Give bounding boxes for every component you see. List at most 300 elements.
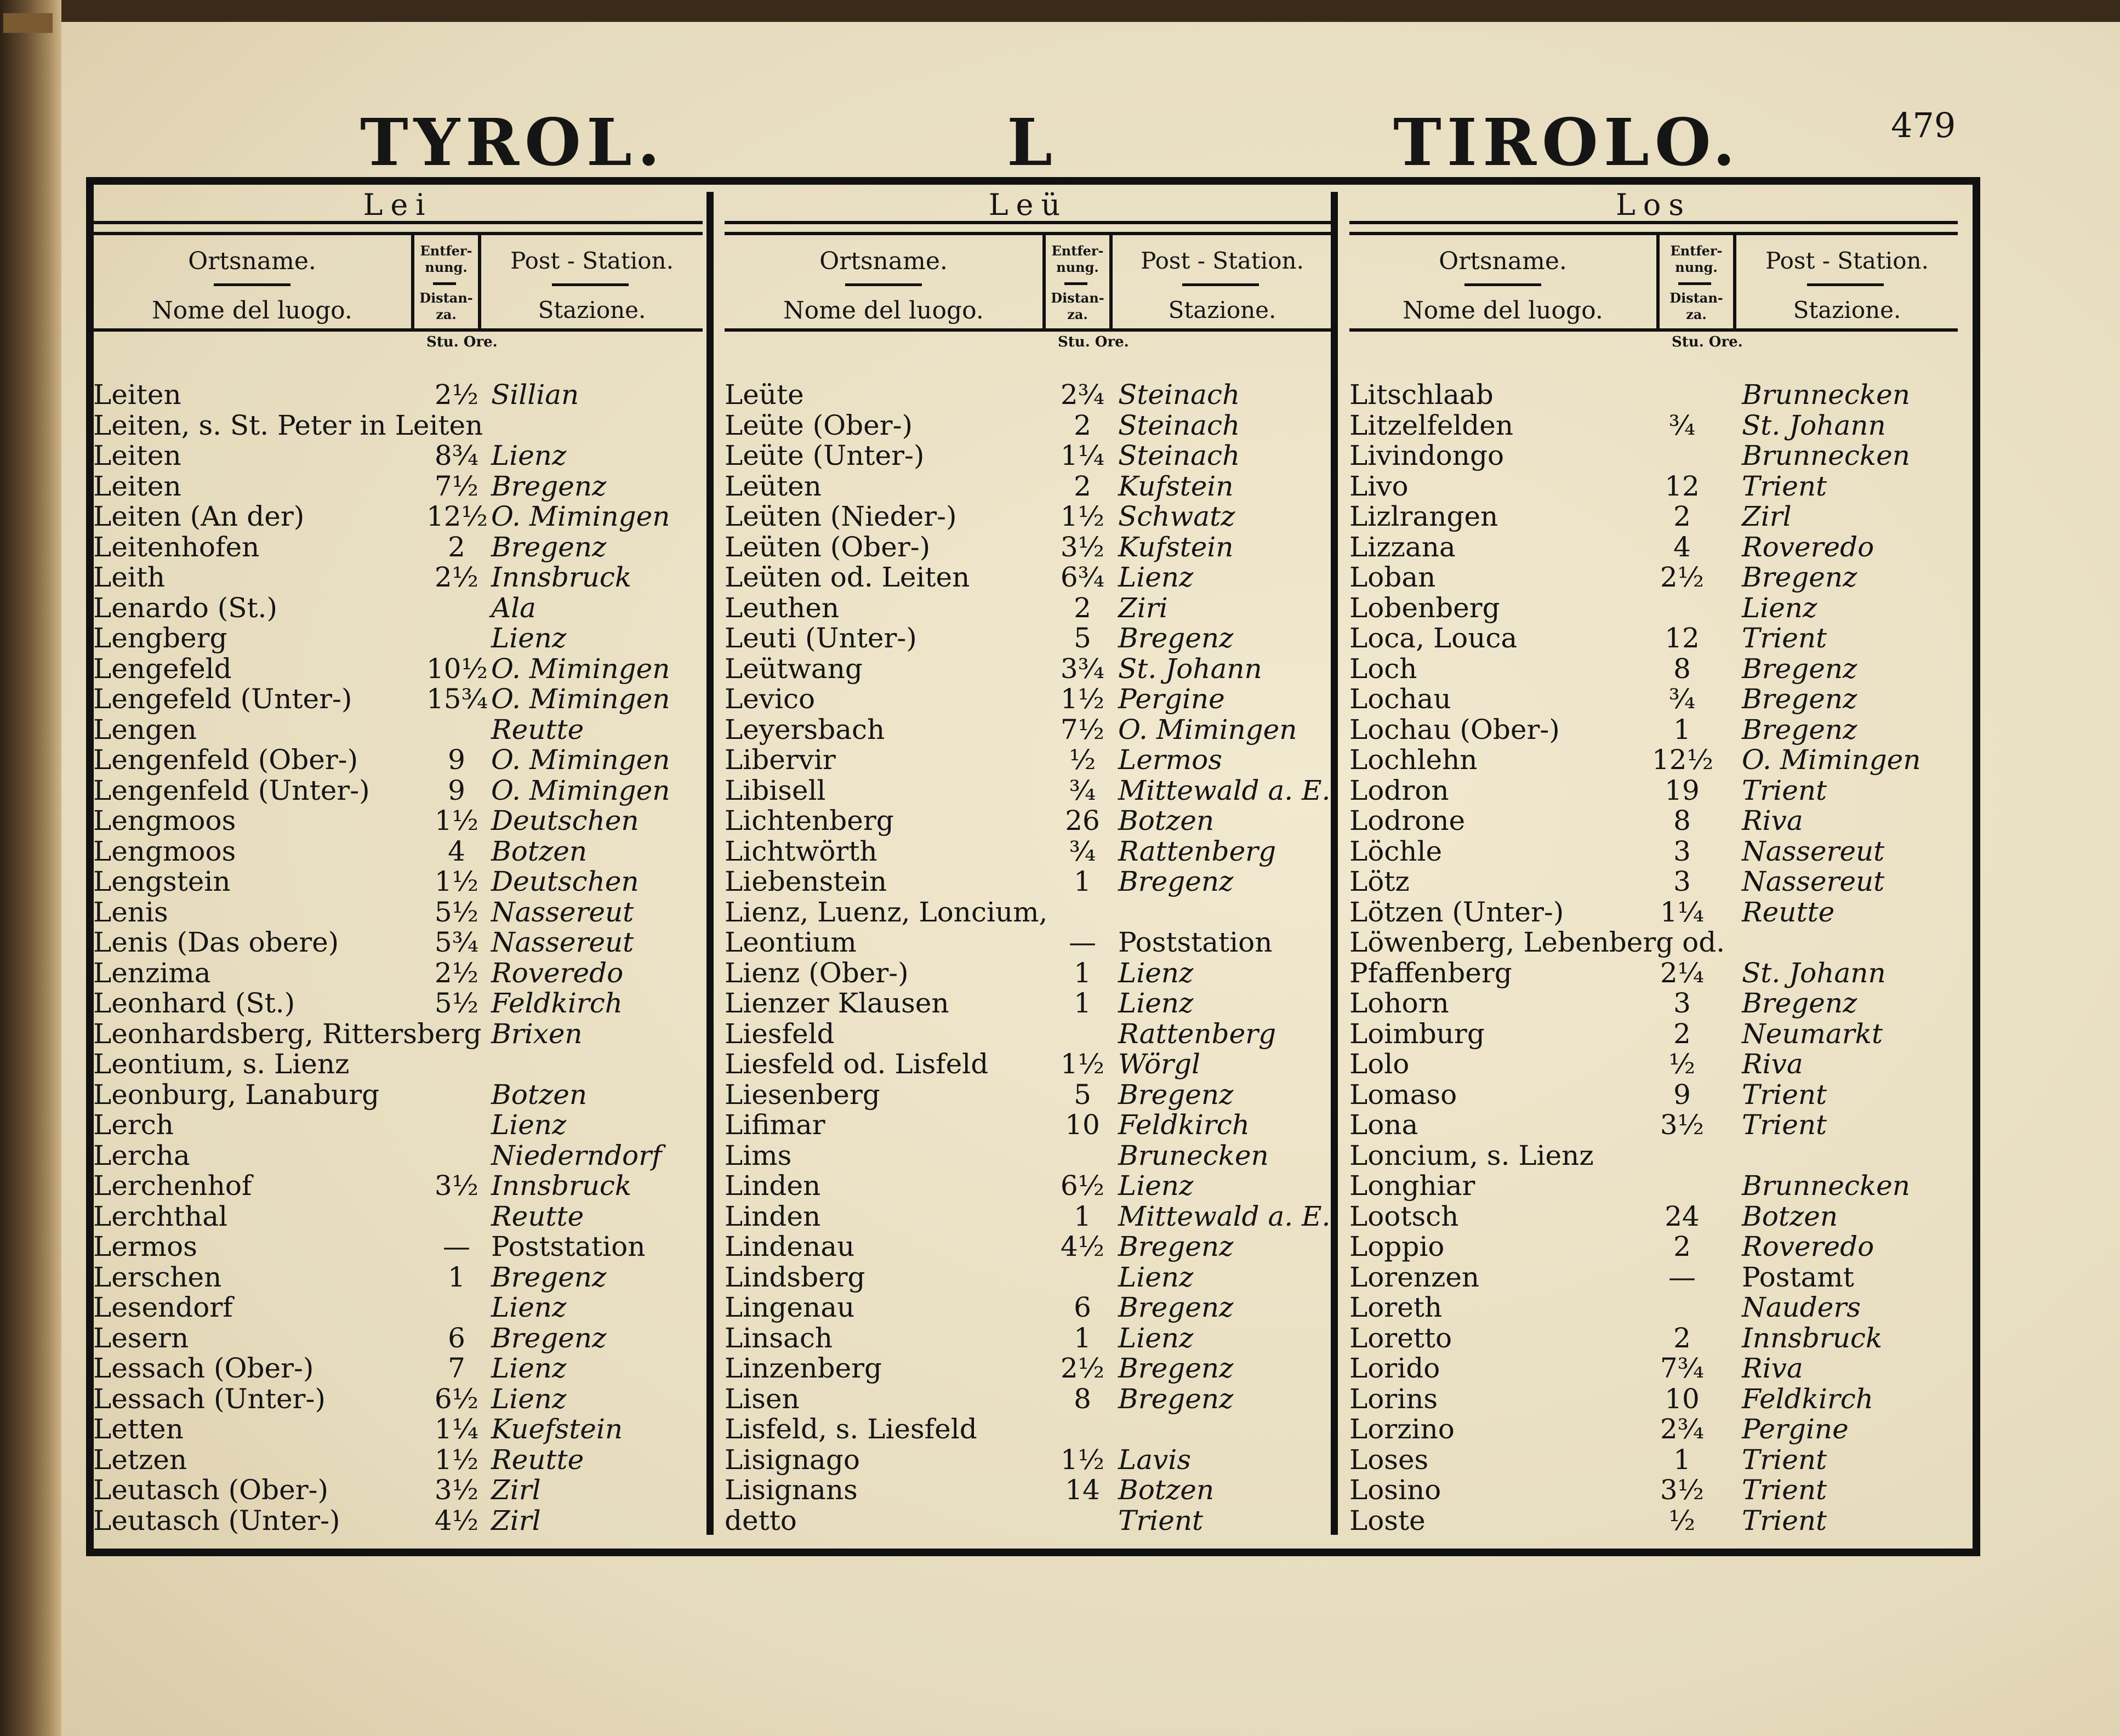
place-name: Lomaso: [1349, 1078, 1457, 1111]
place-name: Loste: [1349, 1504, 1426, 1536]
distance-value: 1½: [1060, 1048, 1105, 1080]
table-row: [93, 958, 703, 989]
table-row: [1349, 806, 1958, 836]
post-station: O. Mimingen: [491, 500, 670, 532]
place-name: Lesern: [93, 1322, 189, 1354]
post-station: Roveredo: [491, 957, 624, 989]
table-row: [93, 1506, 703, 1536]
distance-value: 14: [1065, 1474, 1100, 1506]
post-station: Bregenz: [1118, 1078, 1234, 1111]
distance-value: 1: [1673, 1443, 1691, 1476]
post-station: Innsbruck: [491, 1170, 632, 1202]
table-row: [1349, 562, 1958, 593]
distance-value: 2: [1074, 591, 1091, 624]
table-row: [93, 502, 703, 532]
distance-value: ½: [1668, 1504, 1696, 1536]
post-station: Deutschen: [491, 805, 639, 836]
post-station: Botzen: [1742, 1200, 1838, 1232]
post-station: Bregenz: [491, 1261, 607, 1293]
post-station: Wörgl: [1118, 1048, 1200, 1080]
table-row: [1349, 623, 1958, 654]
place-name: Lindsberg: [725, 1261, 865, 1293]
post-station: Bregenz: [1118, 622, 1234, 654]
post-station: Lavis: [1118, 1443, 1191, 1476]
place-name: Loimburg: [1349, 1017, 1485, 1050]
place-name: Lizlrangen: [1349, 500, 1498, 532]
post-station: St. Johann: [1118, 652, 1262, 685]
distance-value: 2¾: [1660, 1413, 1705, 1445]
table-row: [725, 1049, 1332, 1080]
table-row: [725, 776, 1332, 806]
distance-value: 15¾: [426, 683, 488, 715]
post-station: Bregenz: [1742, 987, 1857, 1019]
column-1: [93, 189, 703, 1535]
table-row: [1349, 1110, 1958, 1141]
post-station: Trient: [1742, 1474, 1827, 1506]
table-row: [1349, 867, 1958, 897]
table-row: [93, 988, 703, 1019]
range-heading: Los: [1349, 189, 1958, 224]
table-row: [1349, 1445, 1958, 1476]
place-name: Liebenstein: [725, 866, 887, 897]
place-name: Lochau: [1349, 683, 1451, 715]
table-row: [93, 684, 703, 715]
table-row: [725, 471, 1332, 502]
table-row: [1349, 988, 1958, 1019]
distance-value: 2: [1673, 1322, 1691, 1354]
distance-value: 1: [1074, 987, 1091, 1019]
table-row: [93, 1049, 703, 1080]
place-label-de: Ortsname.: [819, 247, 948, 275]
place-name: Pfaffenberg: [1349, 957, 1512, 989]
table-row: [93, 380, 703, 411]
place-name: Lifimar: [725, 1109, 825, 1141]
station-label-it: Stazione.: [1793, 297, 1901, 323]
distance-value: 1½: [1060, 500, 1105, 532]
post-station: St. Johann: [1742, 409, 1886, 441]
place-name: Lengen: [93, 713, 197, 745]
post-station: Botzen: [491, 1078, 588, 1111]
place-name: Lobenberg: [1349, 591, 1500, 624]
place-name: Lenis: [93, 896, 168, 928]
place-name: Lerchthal: [93, 1200, 227, 1232]
place-name: Lodrone: [1349, 805, 1466, 836]
post-station: Schwatz: [1118, 500, 1235, 532]
place-name: Löwenberg, Lebenberg od.: [1349, 926, 1725, 958]
table-row: [93, 897, 703, 928]
post-station: Botzen: [491, 835, 588, 867]
post-station: Bregenz: [1118, 1231, 1234, 1262]
post-station: Kuefstein: [491, 1413, 623, 1445]
header-underline: [1064, 282, 1087, 285]
post-station: Trient: [1742, 1443, 1827, 1476]
post-station: O. Mimingen: [491, 652, 670, 685]
place-name: Leüte (Unter-): [725, 440, 925, 471]
post-station: Ala: [491, 591, 536, 624]
header-underline: [1464, 283, 1541, 286]
table-row: [725, 411, 1332, 441]
post-station: Roveredo: [1742, 531, 1874, 563]
distance-value: 1: [1673, 713, 1691, 745]
place-name: Leüten od. Leiten: [725, 561, 970, 593]
place-name: Longhiar: [1349, 1170, 1475, 1202]
table-row: [1349, 745, 1958, 776]
table-row: [1349, 927, 1958, 958]
place-name: Leüten (Nieder-): [725, 500, 957, 532]
place-name: Lisignans: [725, 1474, 858, 1506]
distance-value: 2: [1673, 1017, 1691, 1050]
place-name: Lisignago: [725, 1443, 860, 1476]
place-name: Lohorn: [1349, 987, 1449, 1019]
distance-value: 10: [1665, 1382, 1700, 1415]
post-station: Bregenz: [1118, 1352, 1234, 1384]
distance-value: ½: [1668, 1048, 1696, 1080]
place-name: Lengenfeld (Ober-): [93, 744, 358, 776]
post-station: Kufstein: [1118, 531, 1234, 563]
post-station: Kufstein: [1118, 470, 1234, 502]
table-row: [93, 1262, 703, 1293]
table-row: [725, 502, 1332, 532]
table-row: [1349, 1049, 1958, 1080]
post-station: Postamt: [1742, 1261, 1854, 1293]
place-label-it: Nome del luogo.: [1403, 297, 1603, 325]
table-row: [725, 958, 1332, 989]
place-name: Lengmoos: [93, 835, 236, 867]
entry-list: [725, 380, 1332, 1536]
table-row: [93, 654, 703, 685]
distance-value: 5¾: [434, 926, 479, 958]
distance-value: 2½: [1060, 1352, 1105, 1384]
place-name: Lolo: [1349, 1048, 1410, 1080]
place-name: Lengmoos: [93, 805, 236, 836]
table-row: [93, 623, 703, 654]
distance-label-de: Entfer- nung.: [1670, 243, 1723, 275]
post-station: Trient: [1742, 470, 1827, 502]
post-station: Trient: [1742, 1078, 1827, 1111]
distance-value: 7¾: [1660, 1352, 1705, 1384]
distance-value: 1½: [1060, 683, 1105, 715]
distance-value: 12½: [1652, 744, 1714, 776]
table-row: [1349, 1353, 1958, 1384]
section-letter: L: [1007, 104, 1058, 180]
post-station: Bregenz: [491, 1322, 607, 1354]
table-row: [93, 593, 703, 624]
table-row: [725, 380, 1332, 411]
table-row: [1349, 1262, 1958, 1293]
table-row: [1349, 502, 1958, 532]
post-station: Bregenz: [491, 470, 607, 502]
post-station: Botzen: [1118, 1474, 1215, 1506]
place-name: detto: [725, 1504, 797, 1536]
place-name: Lessach (Unter-): [93, 1382, 326, 1415]
post-station: Nauders: [1742, 1291, 1861, 1323]
table-row: [93, 1019, 703, 1050]
post-station: Bregenz: [1118, 866, 1234, 897]
column-header: [725, 232, 1332, 332]
distance-value: 3½: [1060, 531, 1105, 563]
distance-label-de: Entfer- nung.: [1051, 243, 1104, 275]
table-row: [725, 562, 1332, 593]
table-row: [1349, 958, 1958, 989]
place-name: Lorzino: [1349, 1413, 1455, 1445]
station-label-de: Post - Station.: [1141, 247, 1304, 274]
distance-value: 3½: [1660, 1474, 1705, 1506]
post-station: Lienz: [491, 1382, 567, 1415]
place-name: Leonburg, Lanaburg: [93, 1078, 380, 1111]
table-row: [93, 1110, 703, 1141]
distance-value: 6¾: [1060, 561, 1105, 593]
distance-value: 4½: [434, 1504, 479, 1536]
post-station: Bregenz: [491, 531, 607, 563]
table-row: [1349, 1202, 1958, 1232]
post-station: Brunnecken: [1742, 1170, 1910, 1202]
distance-value: 2½: [1660, 561, 1705, 593]
distance-value: 1: [1074, 1200, 1091, 1232]
distance-value: 1½: [434, 805, 479, 836]
entry-list: [1349, 380, 1958, 1536]
place-name: Lisfeld, s. Liesfeld: [725, 1413, 977, 1445]
table-row: [1349, 1506, 1958, 1536]
place-label-it: Nome del luogo.: [152, 297, 352, 325]
place-name: Leiten, s. St. Peter in Leiten: [93, 409, 483, 441]
place-name: Leütwang: [725, 652, 863, 685]
post-station: Brunecken: [1118, 1139, 1269, 1171]
post-station: Rattenberg: [1118, 835, 1276, 867]
place-name: Liesfeld od. Lisfeld: [725, 1048, 989, 1080]
table-row: [725, 1475, 1332, 1506]
table-row: [1349, 593, 1958, 624]
distance-value: 1½: [434, 866, 479, 897]
post-station: Zirl: [491, 1474, 541, 1506]
post-station: Deutschen: [491, 866, 639, 897]
post-station: Sillian: [491, 379, 579, 411]
place-name: Leiten: [93, 379, 181, 411]
place-name: Loretto: [1349, 1322, 1452, 1354]
distance-value: 1: [1074, 957, 1091, 989]
post-station: Reutte: [491, 713, 584, 745]
binding-label: [3, 13, 53, 33]
place-name: Lorins: [1349, 1382, 1438, 1415]
distance-value: 2: [1074, 409, 1091, 441]
post-station: Lienz: [1118, 957, 1194, 989]
unit-label: Stu. Ore.: [426, 334, 498, 350]
post-station: Lienz: [491, 1291, 567, 1323]
place-name: Litzelfelden: [1349, 409, 1514, 441]
post-station: Riva: [1742, 1048, 1803, 1080]
place-name: Lingenau: [725, 1291, 855, 1323]
post-station: Lienz: [491, 1352, 567, 1384]
title-left: TYROL.: [360, 104, 665, 180]
table-row: [1349, 1019, 1958, 1050]
header-underline: [845, 283, 922, 286]
post-station: Reutte: [491, 1443, 584, 1476]
post-station: Mittewald a. E.: [1118, 1200, 1331, 1232]
post-station: Lermos: [1118, 744, 1222, 776]
place-name: Levico: [725, 683, 816, 715]
station-label-de: Post - Station.: [510, 247, 674, 274]
post-station: Nassereut: [1742, 866, 1885, 897]
place-name: Leuti (Unter-): [725, 622, 917, 654]
table-row: [1349, 654, 1958, 685]
table-row: [1349, 1232, 1958, 1262]
distance-value: 2¼: [1660, 957, 1705, 989]
distance-value: 12: [1665, 470, 1700, 502]
table-row: [1349, 1323, 1958, 1354]
post-station: Riva: [1742, 1352, 1803, 1384]
post-station: O. Mimingen: [1742, 744, 1921, 776]
table-row: [725, 1232, 1332, 1262]
place-name: Loban: [1349, 561, 1436, 593]
post-station: Poststation: [1118, 926, 1273, 958]
place-name: Livo: [1349, 470, 1409, 502]
place-name: Leüten: [725, 470, 822, 502]
place-name: Leitenhofen: [93, 531, 260, 563]
post-station: Reutte: [491, 1200, 584, 1232]
table-row: [93, 1445, 703, 1476]
place-name: Leiten (An der): [93, 500, 305, 532]
table-row: [725, 867, 1332, 897]
column-2: [725, 189, 1332, 1535]
distance-value: 2½: [434, 379, 479, 411]
distance-value: ½: [1069, 744, 1096, 776]
post-station: Trient: [1742, 774, 1827, 806]
distance-value: 3¾: [1060, 652, 1105, 685]
table-row: [725, 1293, 1332, 1323]
place-name: Letzen: [93, 1443, 187, 1476]
post-station: Zirl: [491, 1504, 541, 1536]
distance-label-it: Distan- za.: [1051, 290, 1104, 322]
station-label-de: Post - Station.: [1765, 247, 1929, 274]
distance-value: 8: [1074, 1382, 1091, 1415]
table-row: [725, 1262, 1332, 1293]
distance-value: 26: [1065, 805, 1100, 836]
table-row: [1349, 836, 1958, 867]
table-row: [725, 1414, 1332, 1445]
place-name: Linden: [725, 1170, 821, 1202]
distance-value: —: [1069, 926, 1096, 958]
place-name: Lessach (Ober-): [93, 1352, 314, 1384]
place-name: Lienzer Klausen: [725, 987, 949, 1019]
table-row: [93, 1323, 703, 1354]
table-row: [725, 745, 1332, 776]
place-name: Lienz (Ober-): [725, 957, 909, 989]
post-station: O. Mimingen: [491, 683, 670, 715]
post-station: Feldkirch: [491, 987, 623, 1019]
place-name: Linsach: [725, 1322, 833, 1354]
place-name: Lichtenberg: [725, 805, 894, 836]
table-row: [93, 1293, 703, 1323]
header-underline: [1182, 283, 1259, 286]
place-name: Losino: [1349, 1474, 1441, 1506]
distance-value: 3: [1673, 835, 1691, 867]
distance-value: 9: [448, 774, 465, 806]
table-row: [725, 897, 1332, 928]
distance-value: 9: [1673, 1078, 1691, 1111]
post-station: Poststation: [491, 1231, 646, 1262]
distance-value: 12: [1665, 622, 1700, 654]
table-row: [93, 836, 703, 867]
table-row: [93, 715, 703, 745]
header-underline: [433, 282, 456, 285]
distance-value: 10½: [426, 652, 488, 685]
range-heading: Lei: [93, 189, 703, 224]
place-name: Lenis (Das obere): [93, 926, 339, 958]
post-station: Niederndorf: [491, 1139, 662, 1171]
place-name: Leüte (Ober-): [725, 409, 913, 441]
post-station: Steinach: [1118, 379, 1240, 411]
table-row: [93, 1232, 703, 1262]
distance-value: 1¼: [1660, 896, 1705, 928]
table-row: [1349, 684, 1958, 715]
post-station: Lienz: [491, 622, 567, 654]
table-row: [93, 1171, 703, 1202]
post-station: Mittewald a. E.: [1118, 774, 1331, 806]
table-row: [1349, 1414, 1958, 1445]
header-underline: [214, 283, 290, 286]
post-station: Innsbruck: [491, 561, 632, 593]
distance-label-it: Distan- za.: [1669, 290, 1723, 322]
post-station: Innsbruck: [1742, 1322, 1883, 1354]
header-underline: [1807, 283, 1884, 286]
distance-value: 3: [1673, 866, 1691, 897]
distance-value: 5: [1074, 1078, 1091, 1111]
entry-list: [93, 380, 703, 1536]
distance-value: 8: [1673, 805, 1691, 836]
distance-value: 7: [448, 1352, 465, 1384]
place-name: Lenardo (St.): [93, 591, 277, 624]
post-station: Nassereut: [1742, 835, 1885, 867]
table-row: [725, 441, 1332, 471]
distance-value: 9: [448, 744, 465, 776]
place-name: Leyersbach: [725, 713, 885, 745]
place-name: Libervir: [725, 744, 836, 776]
table-row: [1349, 776, 1958, 806]
post-station: Lienz: [1118, 987, 1194, 1019]
table-row: [93, 411, 703, 441]
column-3: [1349, 189, 1958, 1535]
table-row: [93, 927, 703, 958]
post-station: Rattenberg: [1118, 1017, 1276, 1050]
post-station: Trient: [1742, 1504, 1827, 1536]
distance-value: 4: [448, 835, 465, 867]
place-name: Lodron: [1349, 774, 1449, 806]
column-header: [1349, 232, 1958, 332]
distance-value: 2: [1074, 470, 1091, 502]
place-name: Leonhard (St.): [93, 987, 295, 1019]
post-station: Feldkirch: [1742, 1382, 1873, 1415]
post-station: St. Johann: [1742, 957, 1886, 989]
distance-value: 6: [448, 1322, 465, 1354]
place-name: Lorenzen: [1349, 1261, 1480, 1293]
table-row: [1349, 532, 1958, 563]
post-station: Pergine: [1118, 683, 1225, 715]
post-station: Pergine: [1742, 1413, 1849, 1445]
post-station: Reutte: [1742, 896, 1835, 928]
place-name: Lisen: [725, 1382, 800, 1415]
distance-value: 7½: [1060, 713, 1105, 745]
place-name: Lötz: [1349, 866, 1410, 897]
post-station: Trient: [1118, 1504, 1204, 1536]
table-row: [93, 1202, 703, 1232]
place-name: Loncium, s. Lienz: [1349, 1139, 1594, 1171]
table-row: [1349, 897, 1958, 928]
place-name: Loch: [1349, 652, 1417, 685]
distance-value: 4: [1673, 531, 1691, 563]
table-row: [725, 1202, 1332, 1232]
table-row: [1349, 715, 1958, 745]
table-row: [725, 927, 1332, 958]
distance-value: 5½: [434, 896, 479, 928]
